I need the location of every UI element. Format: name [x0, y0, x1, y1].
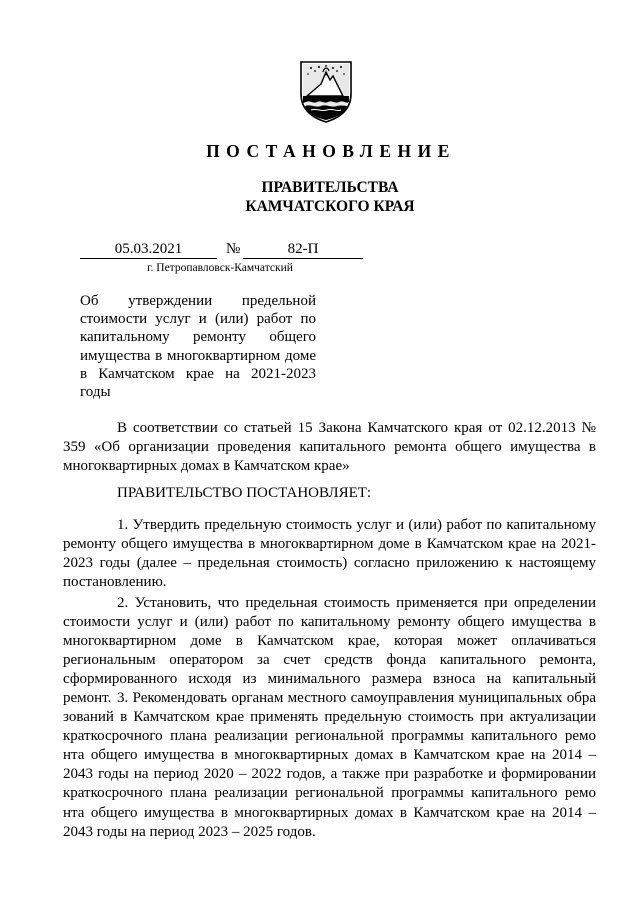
- issuing-authority: [0, 178, 640, 216]
- clause-text: 2. Установить, что предельная стоимость применяется при определении стоимости услуг и (или) работ по капитальному ремонту общего имущества в многоквартирном доме в Камчатском крае, которая может оплачиваться региональным оператором за счет средств фонда капитального ремонта, сформированного исходя из минимального размера взноса на капитальный ремонт.: [63, 595, 596, 707]
- document-number: 82-П: [243, 240, 363, 259]
- document-subject: Об утверждении предельной стоимости услуг и (или) работ по капитальному ремонту общего имущества в многоквартирном доме в Камчатском крае на 2021-2023 годы: [80, 293, 316, 401]
- resolution-heading: [63, 484, 596, 503]
- clause-text: 1. Утвердить предельную стоимость услуг и (или) работ по капитальному ремонту общего имущества в многоквартирном доме в Камчатском крае на 2021-2023 годы (далее – предельная стоимость) согласно приложению к настоящему постановлению.: [63, 517, 596, 591]
- authority-line: ПРАВИТЕЛЬСТВА: [261, 179, 399, 196]
- kamchatka-coat-of-arms-icon: [299, 58, 353, 124]
- authority-line: КАМЧАТСКОГО КРАЯ: [245, 198, 415, 215]
- preamble-text: В соответствии со статьей 15 Закона Камчатского края от 02.12.2013 № 359 «Об организации проведения капитального ремонта общего имущества в многоквартирных домах в Камчатском крае»: [63, 420, 596, 475]
- document-type-title: ПОСТАНОВЛЕНИЕ: [206, 141, 456, 161]
- document-date: 05.03.2021: [80, 240, 217, 259]
- clause-text: 3. Рекомендовать органам местного самоуправления муниципальных обра зований в Камчатском крае применять предельную стоимость при актуализации краткосрочного плана реализации региональной программы капитального ремо нта общего имущества в многоквартирных домах в Камчатском крае на 2014 – 2043 годы на период 2020 – 2022 годов, а также при разработке и формировании краткосрочного плана реализации региональной программы капитального ремо нта общего имущества в многоквартирных домах в Камчатском крае на 2014 – 2043 годы на период 2023 – 2025 годов.: [63, 690, 596, 840]
- clause-3: [63, 689, 596, 842]
- clause-1: [63, 516, 596, 592]
- place-of-issue: г. Петропавловск-Камчатский: [147, 262, 293, 274]
- number-sign: №: [226, 241, 241, 257]
- preamble-paragraph: [63, 419, 596, 476]
- resolution-text: ПРАВИТЕЛЬСТВО ПОСТАНОВЛЯЕТ:: [117, 485, 372, 501]
